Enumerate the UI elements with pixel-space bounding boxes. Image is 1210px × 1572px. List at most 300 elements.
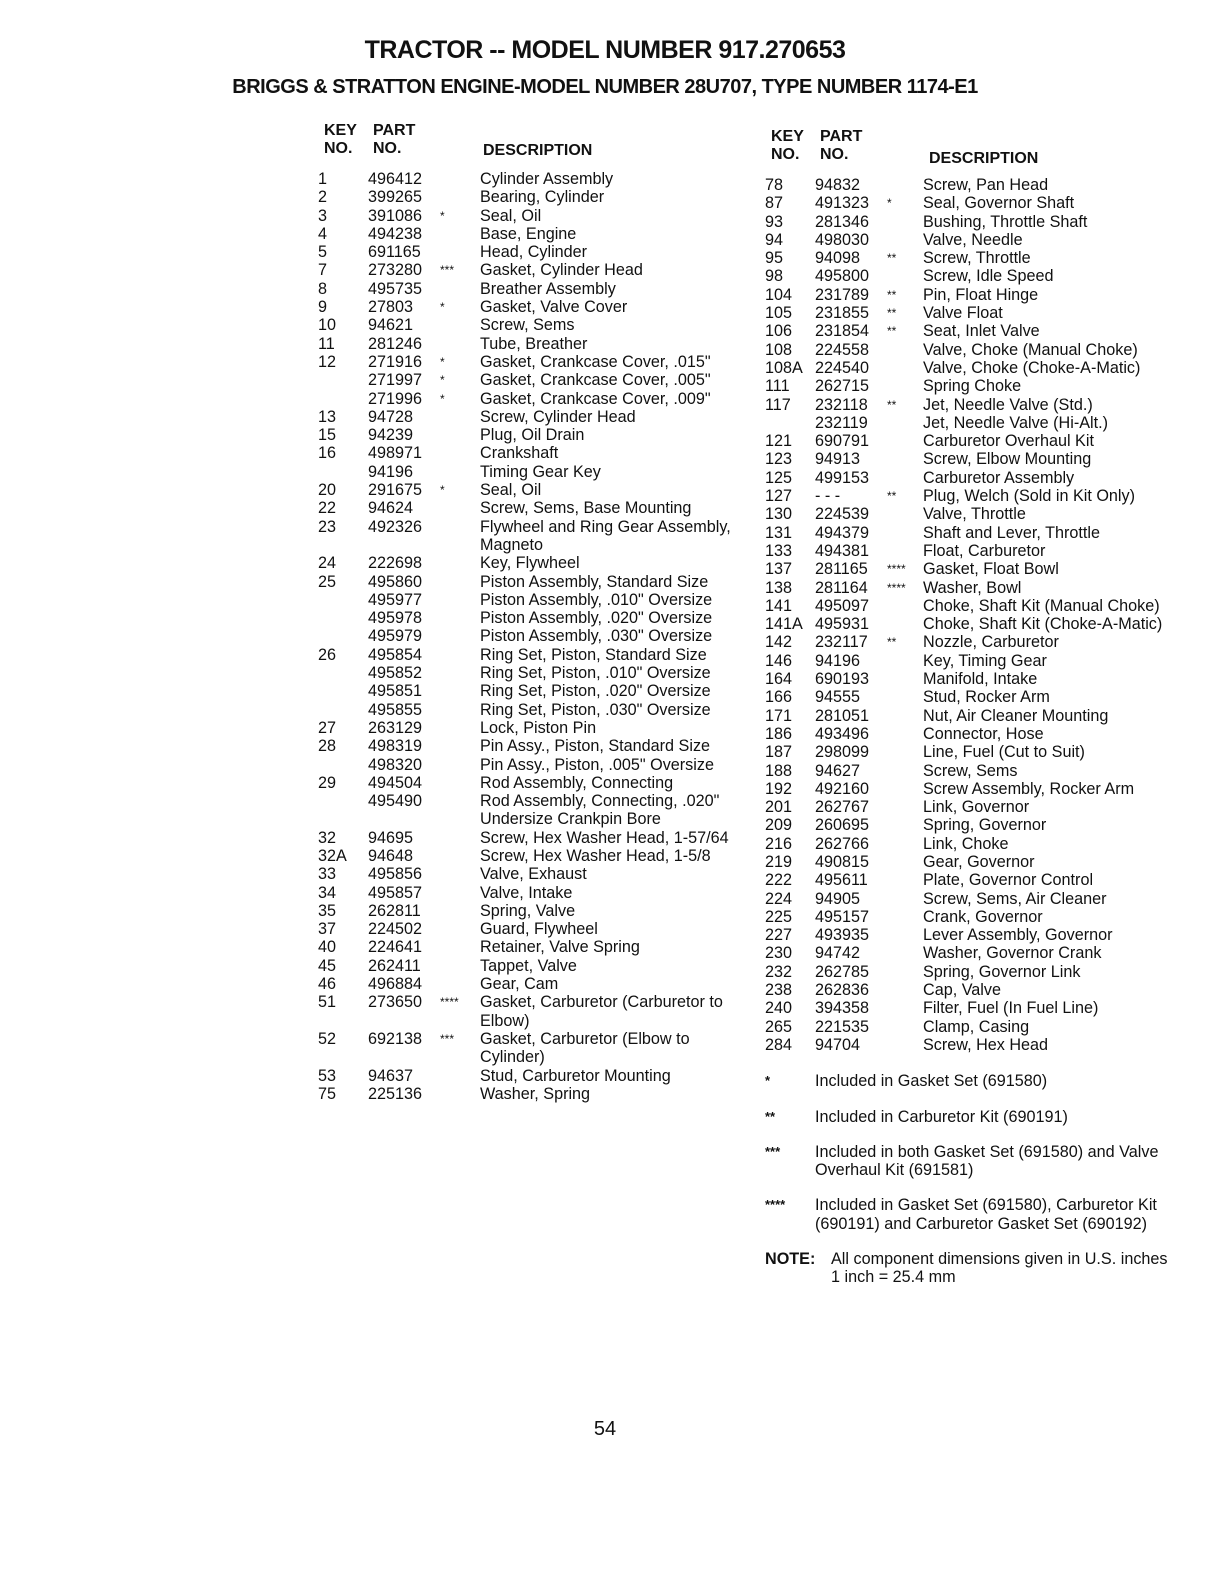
part-row [318, 499, 735, 517]
part-description: Screw Assembly, Rocker Arm [923, 779, 1135, 798]
part-description: Seat, Inlet Valve [923, 322, 1040, 341]
part-number: 291675 [368, 481, 423, 500]
part-number: 260695 [815, 816, 870, 835]
part-number: 231854 [815, 322, 870, 341]
part-number: 224539 [815, 505, 870, 524]
page-number: 54 [593, 1418, 617, 1440]
part-number: 94742 [815, 944, 861, 963]
part-description: Valve, Choke (Manual Choke) [923, 340, 1138, 359]
footnote-marker: ** [887, 287, 897, 302]
key-number: 40 [318, 938, 337, 957]
part-row [765, 743, 1183, 761]
part-description: Ring Set, Piston, Standard Size [480, 645, 707, 664]
part-description: Crank, Governor [923, 907, 1043, 926]
key-number: 3 [318, 206, 328, 225]
key-number [318, 627, 368, 645]
part-number: 94905 [815, 889, 861, 908]
part-row [318, 975, 735, 993]
footnote-marker [440, 463, 480, 481]
footnote-marker: ** [887, 251, 897, 266]
part-row [318, 957, 735, 975]
footnote-marker [887, 816, 923, 834]
key-number: 53 [318, 1066, 337, 1085]
part-number: 493496 [815, 724, 870, 743]
key-number: 93 [765, 212, 784, 231]
part-number: 692138 [368, 1029, 423, 1048]
part-description: Pin Assy., Piston, Standard Size [480, 737, 711, 756]
key-number: 5 [318, 243, 328, 262]
key-number: 166 [765, 688, 793, 707]
part-description: Gasket, Carburetor (Carburetor to Elbow) [480, 993, 723, 1030]
key-number: 22 [318, 499, 337, 518]
key-number: 8 [318, 279, 328, 298]
part-row [318, 188, 735, 206]
page-title: TRACTOR -- MODEL NUMBER 917.270653 [364, 36, 846, 64]
part-row [318, 884, 735, 902]
part-number: 281051 [815, 706, 870, 725]
part-row [318, 426, 735, 444]
footnote-marker [440, 444, 480, 462]
part-row [318, 316, 735, 334]
part-row [765, 871, 1183, 889]
part-row [765, 286, 1183, 304]
part-row [318, 774, 735, 792]
key-header: KEY [771, 128, 804, 145]
footnote-marker [887, 652, 923, 670]
footnote-marker [440, 884, 480, 902]
part-row [765, 396, 1183, 414]
part-row [765, 963, 1183, 981]
footnote-marker [887, 615, 923, 633]
dimension-note [765, 1250, 1195, 1287]
part-number: 495977 [368, 590, 423, 609]
footnote-marker [440, 518, 480, 555]
part-row [318, 847, 735, 865]
footnote-marker: * [887, 196, 892, 211]
key-number: 142 [765, 633, 793, 652]
part-number: 399265 [368, 188, 423, 207]
part-number: 690791 [815, 432, 870, 451]
footnote-marker [887, 963, 923, 981]
part-description: Nozzle, Carburetor [923, 633, 1059, 652]
footnote-marker [887, 780, 923, 798]
footnote-marker [887, 414, 923, 432]
key-number: 284 [765, 1035, 793, 1054]
part-row [765, 524, 1183, 542]
key-number: 224 [765, 889, 793, 908]
part-row [318, 261, 735, 279]
part-description: Link, Choke [923, 834, 1009, 853]
part-row [318, 609, 735, 627]
part-number: 225136 [368, 1084, 423, 1103]
footnote-marker [440, 957, 480, 975]
part-number: 391086 [368, 206, 423, 225]
key-number [318, 701, 368, 719]
footnote-marker [887, 524, 923, 542]
footnote-marker: * [440, 373, 445, 388]
part-description: Valve, Needle [923, 230, 1023, 249]
part-no-header: NO. [820, 146, 849, 163]
part-description: Gasket, Crankcase Cover, .005" [480, 371, 711, 390]
part-description: Stud, Rocker Arm [923, 688, 1050, 707]
key-number: 52 [318, 1029, 337, 1048]
footnote-marker [887, 798, 923, 816]
key-number: 123 [765, 450, 793, 469]
part-number: 495490 [368, 792, 423, 811]
footnote-marker: ** [887, 306, 897, 321]
part-description: Bearing, Cylinder [480, 188, 605, 207]
part-number: 27803 [368, 298, 414, 317]
part-description: Plug, Welch (Sold in Kit Only) [923, 487, 1136, 506]
part-description: Screw, Throttle [923, 249, 1031, 268]
part-description: Base, Engine [480, 224, 577, 243]
part-number: 495979 [368, 627, 423, 646]
part-number: 495857 [368, 883, 423, 902]
part-number: 231789 [815, 285, 870, 304]
part-number: 232117 [815, 633, 868, 652]
key-no-header: NO. [771, 146, 800, 163]
footnote-marker: * [765, 1073, 771, 1089]
part-row [765, 670, 1183, 688]
part-description: Ring Set, Piston, .010" Oversize [480, 664, 711, 683]
part-number: 494238 [368, 224, 423, 243]
part-no-header: NO. [373, 140, 402, 157]
part-description: Guard, Flywheel [480, 920, 598, 939]
part-description: Valve, Choke (Choke-A-Matic) [923, 358, 1141, 377]
part-row [765, 999, 1183, 1017]
part-description: Shaft and Lever, Throttle [923, 523, 1100, 542]
part-description: Jet, Needle Valve (Std.) [923, 395, 1093, 414]
footnote-marker [440, 701, 480, 719]
footnote-marker [440, 335, 480, 353]
part-number: 273650 [368, 993, 423, 1012]
key-number: 240 [765, 999, 793, 1018]
part-row [318, 573, 735, 591]
footnote-marker [887, 432, 923, 450]
footnote-text: Included in Carburetor Kit (690191) [815, 1107, 1068, 1126]
part-description: Connector, Hose [923, 724, 1044, 743]
part-number: 281246 [368, 334, 423, 353]
right-column-header [765, 124, 1195, 176]
key-number: 130 [765, 505, 793, 524]
key-number: 187 [765, 743, 793, 762]
part-number: 262785 [815, 962, 870, 981]
key-number: 25 [318, 572, 337, 591]
footnote-marker [440, 920, 480, 938]
key-number: 37 [318, 920, 337, 939]
part-description: Valve Float [923, 304, 1003, 323]
footnote-marker: *** [440, 263, 455, 278]
part-description: Lock, Piston Pin [480, 718, 597, 737]
key-number: 27 [318, 718, 337, 737]
part-number: 224540 [815, 358, 870, 377]
key-number: 7 [318, 261, 328, 280]
footnote-marker [440, 627, 480, 645]
key-number: 32 [318, 828, 337, 847]
footnote [765, 1196, 1195, 1233]
part-number: 491323 [815, 194, 870, 213]
part-description: Pin, Float Hinge [923, 285, 1039, 304]
part-number: 281164 [815, 578, 868, 597]
part-row [765, 1018, 1183, 1036]
key-number: 35 [318, 901, 337, 920]
part-number: 224641 [368, 938, 423, 957]
footnote-marker [440, 975, 480, 993]
part-number: 492326 [368, 517, 423, 536]
key-number: 222 [765, 871, 793, 890]
key-number [318, 756, 368, 774]
part-number: 495735 [368, 279, 423, 298]
footnote-text: Included in Gasket Set (691580) [815, 1072, 1048, 1091]
part-description: Stud, Carburetor Mounting [480, 1066, 671, 1085]
part-number: 495978 [368, 609, 423, 628]
footnote-text: Included in both Gasket Set (691580) and Valve Overhaul Kit (691581) [815, 1142, 1159, 1180]
footnote-marker [440, 170, 480, 188]
part-description: Bushing, Throttle Shaft [923, 212, 1088, 231]
part-number: 224558 [815, 340, 870, 359]
key-number: 121 [765, 432, 793, 451]
footnote-marker [887, 505, 923, 523]
key-number: 127 [765, 487, 793, 506]
footnote-marker [440, 1085, 480, 1103]
part-description: Piston Assembly, .020" Oversize [480, 609, 713, 628]
key-number: 28 [318, 737, 337, 756]
part-number: 94637 [368, 1066, 414, 1085]
footnote-marker [440, 719, 480, 737]
footnote-marker [440, 554, 480, 572]
part-row [765, 359, 1183, 377]
part-row [318, 444, 735, 462]
part-number: 498320 [368, 755, 423, 774]
footnote-marker: * [440, 391, 445, 406]
part-number: 281346 [815, 212, 870, 231]
key-number: 32A [318, 846, 347, 865]
part-row [318, 463, 735, 481]
part-number: 262411 [368, 956, 421, 975]
part-number: 495851 [368, 682, 423, 701]
part-description: Gasket, Float Bowl [923, 560, 1059, 579]
part-description: Spring, Governor Link [923, 962, 1081, 981]
key-number: 111 [765, 377, 790, 396]
key-number: 108A [765, 358, 803, 377]
key-number: 141 [765, 596, 793, 615]
part-description: Spring, Governor [923, 816, 1047, 835]
key-number [318, 371, 368, 389]
key-number [318, 682, 368, 700]
key-number: 171 [765, 706, 793, 725]
footnote-marker [887, 359, 923, 377]
footnote-marker: ** [887, 397, 897, 412]
part-description: Spring Choke [923, 377, 1022, 396]
part-number: 298099 [815, 743, 870, 762]
part-number: 494379 [815, 523, 870, 542]
part-description: Lever Assembly, Governor [923, 926, 1113, 945]
part-row [765, 944, 1183, 962]
part-number: 498971 [368, 444, 423, 463]
footnote-marker [887, 762, 923, 780]
footnote-marker: **** [887, 580, 906, 595]
footnote-marker [887, 231, 923, 249]
footnote-marker [887, 176, 923, 194]
part-description: Carburetor Overhaul Kit [923, 432, 1094, 451]
key-number: 24 [318, 554, 337, 573]
part-number: 94648 [368, 846, 414, 865]
description-header: DESCRIPTION [483, 142, 593, 159]
key-number [318, 591, 368, 609]
footnote-marker [887, 377, 923, 395]
part-row [765, 505, 1183, 523]
footnote-marker [887, 725, 923, 743]
part-description: Flywheel and Ring Gear Assembly, Magneto [480, 517, 731, 554]
part-number: 494381 [815, 541, 870, 560]
part-description: Line, Fuel (Cut to Suit) [923, 743, 1085, 762]
part-number: 262811 [368, 901, 421, 920]
key-number: 9 [318, 298, 328, 317]
part-row [765, 560, 1183, 578]
part-description: Screw, Hex Head [923, 1035, 1049, 1054]
key-number: 78 [765, 176, 784, 194]
part-number: 94627 [815, 761, 861, 780]
part-description: Retainer, Valve Spring [480, 938, 640, 957]
part-description: Choke, Shaft Kit (Manual Choke) [923, 596, 1160, 615]
part-row [318, 920, 735, 938]
part-number: 271996 [368, 389, 423, 408]
footnote-marker [440, 573, 480, 591]
part-row [318, 993, 735, 1030]
key-number: 138 [765, 578, 793, 597]
part-description: Cap, Valve [923, 981, 1001, 1000]
key-number: 108 [765, 340, 793, 359]
key-number: 34 [318, 883, 337, 902]
footnote-marker [887, 267, 923, 285]
part-row [765, 267, 1183, 285]
key-number: 227 [765, 926, 793, 945]
part-row [318, 1085, 735, 1103]
footnote [765, 1072, 1195, 1090]
footnote-text: Included in Gasket Set (691580), Carburetor Kit (690191) and Carburetor Gasket Set (690192) [815, 1196, 1157, 1233]
part-number: 262766 [815, 834, 870, 853]
footnote-marker: ** [887, 635, 897, 650]
part-description: Gasket, Crankcase Cover, .015" [480, 352, 711, 371]
part-description: Pin Assy., Piston, .005" Oversize [480, 755, 714, 774]
part-row [765, 908, 1183, 926]
part-row [765, 688, 1183, 706]
part-description: Screw, Sems, Air Cleaner [923, 889, 1107, 908]
footnote-marker [887, 1036, 923, 1054]
part-description: Manifold, Intake [923, 670, 1038, 689]
key-number: 2 [318, 188, 328, 207]
part-number: 262715 [815, 377, 870, 396]
part-number: 94695 [368, 828, 414, 847]
part-description: Gasket, Carburetor (Elbow to Cylinder) [480, 1029, 690, 1067]
part-row [318, 719, 735, 737]
part-number: 222698 [368, 554, 423, 573]
part-description: Valve, Intake [480, 883, 573, 902]
footnote-marker: **** [765, 1197, 786, 1213]
footnote-marker: * [440, 208, 445, 223]
part-description: Gasket, Cylinder Head [480, 261, 643, 280]
key-number: 186 [765, 724, 793, 743]
part-row [765, 322, 1183, 340]
part-number: 495931 [815, 615, 870, 634]
part-row [318, 518, 735, 555]
part-number: 94624 [368, 499, 414, 518]
part-number: 94196 [815, 651, 861, 670]
key-number: 16 [318, 444, 337, 463]
part-row [765, 816, 1183, 834]
key-number: 117 [765, 395, 791, 414]
part-row [765, 176, 1183, 194]
key-number: 29 [318, 773, 337, 792]
part-number: 496412 [368, 170, 423, 188]
part-description: Cylinder Assembly [480, 170, 614, 188]
part-row [765, 231, 1183, 249]
key-number: 33 [318, 865, 337, 884]
part-description: Jet, Needle Valve (Hi-Alt.) [923, 413, 1109, 432]
part-number: 232119 [815, 413, 868, 432]
footnote-marker [887, 341, 923, 359]
part-description: Piston Assembly, .030" Oversize [480, 627, 713, 646]
footnote-marker [440, 609, 480, 627]
key-no-header: NO. [324, 140, 353, 157]
part-number: 494504 [368, 773, 423, 792]
key-number: 95 [765, 249, 784, 268]
part-number: 94913 [815, 450, 861, 469]
part-description: Ring Set, Piston, .020" Oversize [480, 682, 711, 701]
footnote-marker: **** [440, 995, 459, 1010]
part-row [318, 646, 735, 664]
footnote-marker [440, 591, 480, 609]
footnote-marker [440, 1067, 480, 1085]
key-number: 141A [765, 615, 803, 634]
part-number: 495097 [815, 596, 870, 615]
part-row [765, 469, 1183, 487]
key-number: 98 [765, 267, 784, 286]
key-number: 133 [765, 541, 793, 560]
key-number: 23 [318, 517, 337, 536]
footnote-marker [887, 835, 923, 853]
part-row [318, 682, 735, 700]
part-number: 221535 [815, 1017, 870, 1036]
part-number: 232118 [815, 395, 868, 414]
key-number [765, 414, 815, 432]
key-number: 125 [765, 468, 793, 487]
footnote-marker [887, 688, 923, 706]
part-description: Seal, Governor Shaft [923, 194, 1075, 213]
part-number: 495157 [815, 907, 870, 926]
part-description: Clamp, Casing [923, 1017, 1030, 1036]
part-description: Washer, Governor Crank [923, 944, 1102, 963]
part-description: Crankshaft [480, 444, 559, 463]
part-row [318, 756, 735, 774]
key-number: 46 [318, 975, 337, 994]
footnote-marker [887, 707, 923, 725]
key-number [318, 664, 368, 682]
footnote-marker [887, 743, 923, 761]
footnote-marker [440, 774, 480, 792]
footnote-marker: *** [765, 1143, 781, 1159]
key-number: 188 [765, 761, 793, 780]
key-number [318, 792, 368, 829]
part-description: Carburetor Assembly [923, 468, 1075, 487]
part-description: Rod Assembly, Connecting, .020" Undersize Crankpin Bore [480, 792, 720, 829]
footnote-marker [887, 213, 923, 231]
key-number: 75 [318, 1084, 337, 1103]
key-number [318, 463, 368, 481]
part-description: Nut, Air Cleaner Mounting [923, 706, 1109, 725]
footnote-marker: * [440, 300, 445, 315]
part-row [765, 304, 1183, 322]
